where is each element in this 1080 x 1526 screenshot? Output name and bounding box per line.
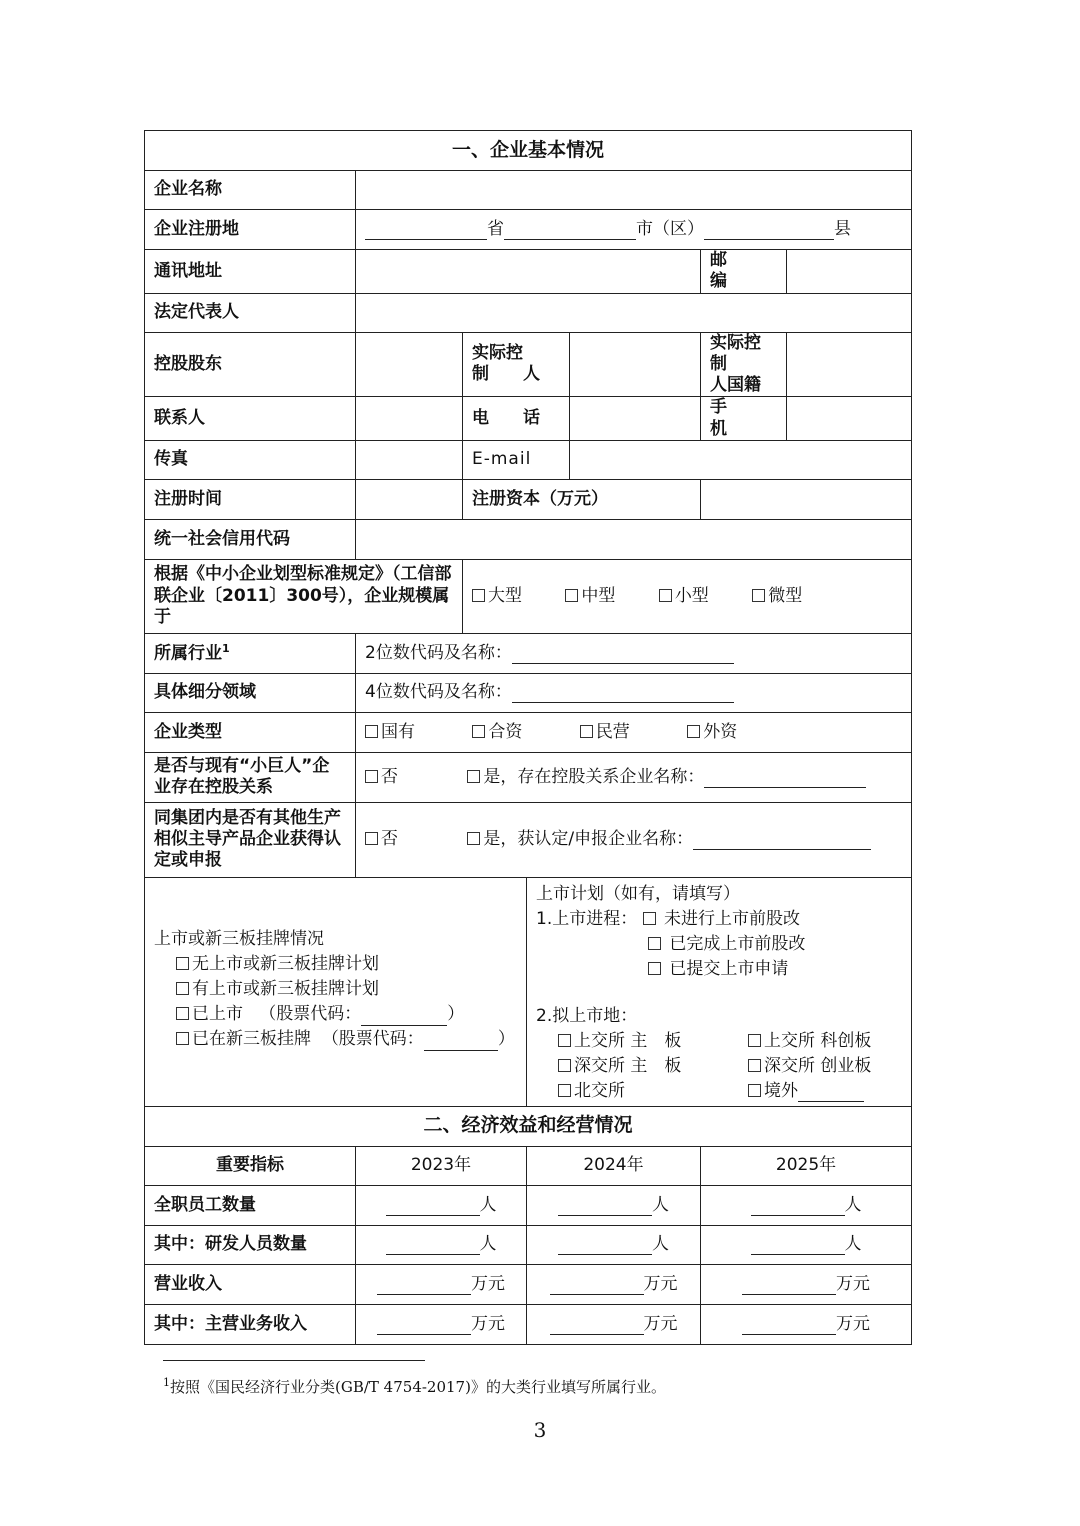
checkbox-icon xyxy=(643,912,656,925)
controller-label: 实际控 制 人 xyxy=(463,332,570,397)
application-form xyxy=(144,130,912,1345)
county-text: 县 xyxy=(834,218,851,239)
metric-cell[interactable]: 万元 xyxy=(356,1304,527,1344)
stock-code-blank[interactable] xyxy=(361,1007,447,1026)
checkbox-icon xyxy=(467,770,480,783)
email-field[interactable] xyxy=(570,440,912,479)
scale-options xyxy=(463,559,912,633)
scale-option-medium[interactable]: 中型 xyxy=(565,586,615,607)
group-options xyxy=(356,802,912,877)
mobile-label: 手 机 xyxy=(701,397,787,441)
metric-cell[interactable]: 人 xyxy=(701,1225,912,1264)
mobile-field[interactable] xyxy=(787,397,912,441)
type-option-foreign[interactable]: 外资 xyxy=(687,722,737,743)
checkbox-icon xyxy=(648,937,661,950)
checkbox-icon xyxy=(687,725,700,738)
metric-cell[interactable]: 人 xyxy=(527,1185,701,1225)
progress-option-3[interactable]: 已提交上市申请 xyxy=(536,959,902,984)
email-label: E-mail xyxy=(463,440,570,479)
checkbox-icon xyxy=(580,725,593,738)
reg-place-label: 企业注册地 xyxy=(145,210,356,250)
venue-sse-star[interactable]: 上交所 科创板 xyxy=(748,1031,871,1051)
footnote: $^1$按照《国民经济行业分类(GB/T 4754-2017)》的大类行业填写所属行业。 xyxy=(163,1376,666,1396)
giant-relation-options xyxy=(356,752,912,802)
type-option-joint[interactable]: 合资 xyxy=(472,722,522,743)
checkbox-icon xyxy=(748,1084,761,1097)
section1-title: 一、企业基本情况 xyxy=(145,131,912,171)
postcode-label: 邮 编 xyxy=(701,250,787,294)
giant-name-blank[interactable] xyxy=(704,769,866,788)
venue-sse-main[interactable]: 上交所 主 板 xyxy=(558,1031,748,1052)
section2-title: 二、经济效益和经营情况 xyxy=(145,1106,912,1146)
listing-option-planned[interactable]: 有上市或新三板挂牌计划 xyxy=(154,979,517,1004)
checkbox-icon xyxy=(365,770,378,783)
credit-code-label: 统一社会信用代码 xyxy=(145,519,356,559)
scale-label: 根据《中小企业划型标准规定》（工信部联企业〔2011〕300号），企业规模属于 xyxy=(145,559,463,633)
progress-option-2[interactable]: 已完成上市前股改 xyxy=(536,934,902,959)
credit-code-field[interactable] xyxy=(356,519,912,559)
metric-cell[interactable]: 人 xyxy=(356,1185,527,1225)
controller-nationality-field[interactable] xyxy=(787,332,912,397)
plan-title: 上市计划（如有，请填写） xyxy=(536,883,740,904)
company-name-field[interactable] xyxy=(356,171,912,210)
checkbox-icon xyxy=(365,832,378,845)
neeq-code-blank[interactable] xyxy=(424,1032,498,1051)
metric-label: 其中：主营业务收入 xyxy=(145,1304,356,1344)
scale-option-large[interactable]: 大型 xyxy=(472,586,522,607)
checkbox-icon xyxy=(365,725,378,738)
scale-option-small[interactable]: 小型 xyxy=(659,586,709,607)
controller-nationality-label: 实际控制 人国籍 xyxy=(701,332,787,397)
type-options xyxy=(356,712,912,752)
venue-szse-chinext[interactable]: 深交所 创业板 xyxy=(748,1056,871,1076)
county-blank[interactable] xyxy=(704,221,834,240)
industry-label: 所属行业$^1$ xyxy=(145,633,356,673)
metric-cell[interactable]: 万元 xyxy=(701,1264,912,1304)
subfield-field[interactable]: 4位数代码及名称： xyxy=(356,673,912,712)
metric-cell[interactable]: 人 xyxy=(356,1225,527,1264)
listing-option-none[interactable]: 无上市或新三板挂牌计划 xyxy=(154,954,517,979)
reg-place-field[interactable] xyxy=(356,210,912,250)
metric-label: 其中：研发人员数量 xyxy=(145,1225,356,1264)
contact-field[interactable] xyxy=(356,397,463,441)
subfield-label: 具体细分领域 xyxy=(145,673,356,712)
year-2023: 2023年 xyxy=(356,1146,527,1185)
overseas-blank[interactable] xyxy=(798,1083,864,1102)
checkbox-icon xyxy=(748,1034,761,1047)
type-label: 企业类型 xyxy=(145,712,356,752)
contact-label: 联系人 xyxy=(145,397,356,441)
checkbox-icon xyxy=(558,1059,571,1072)
city-blank[interactable] xyxy=(504,221,636,240)
controller-field[interactable] xyxy=(570,332,701,397)
progress-option-1[interactable]: 未进行上市前股改 xyxy=(643,909,800,929)
progress-label: 1.上市进程： xyxy=(536,908,638,929)
checkbox-icon xyxy=(176,982,189,995)
metric-cell[interactable]: 万元 xyxy=(527,1304,701,1344)
fax-field[interactable] xyxy=(356,440,463,479)
checkbox-icon xyxy=(565,589,578,602)
address-field[interactable] xyxy=(356,250,701,294)
province-blank[interactable] xyxy=(365,221,487,240)
metric-cell[interactable]: 人 xyxy=(527,1225,701,1264)
footnote-divider xyxy=(163,1360,425,1361)
phone-label: 电 话 xyxy=(463,397,570,441)
holding-label: 控股股东 xyxy=(145,332,356,397)
venue-overseas[interactable]: 境外 xyxy=(748,1081,864,1101)
metric-cell[interactable]: 万元 xyxy=(701,1304,912,1344)
industry-blank[interactable] xyxy=(512,645,734,664)
province-text: 省 xyxy=(487,218,504,239)
phone-field[interactable] xyxy=(570,397,701,441)
venue-szse-main[interactable]: 深交所 主 板 xyxy=(558,1056,748,1077)
checkbox-icon xyxy=(176,1007,189,1020)
year-2024: 2024年 xyxy=(527,1146,701,1185)
footnote-mark: 1 xyxy=(222,641,230,655)
checkbox-icon xyxy=(558,1034,571,1047)
city-text: 市（区） xyxy=(636,218,704,239)
venue-bse[interactable]: 北交所 xyxy=(558,1081,748,1102)
checkbox-icon xyxy=(467,832,480,845)
listing-option-listed[interactable]: 已上市 （股票代码： ） xyxy=(154,1004,517,1029)
group-name-blank[interactable] xyxy=(693,831,871,850)
venue-label: 2.拟上市地： xyxy=(536,1005,638,1026)
metric-cell[interactable]: 万元 xyxy=(527,1264,701,1304)
listing-plan-cell xyxy=(527,877,912,1106)
listing-option-neeq[interactable]: 已在新三板挂牌 （股票代码： ） xyxy=(154,1029,517,1054)
type-option-state[interactable]: 国有 xyxy=(365,722,415,743)
address-label: 通讯地址 xyxy=(145,250,356,294)
page-number: 3 xyxy=(533,1418,547,1442)
year-2025: 2025年 xyxy=(701,1146,912,1185)
metric-label: 全职员工数量 xyxy=(145,1185,356,1225)
group-label: 同集团内是否有其他生产相似主导产品企业获得认定或申报 xyxy=(145,802,356,877)
holding-field[interactable] xyxy=(356,332,463,397)
reg-capital-label: 注册资本（万元） xyxy=(463,479,701,519)
checkbox-icon xyxy=(558,1084,571,1097)
checkbox-icon xyxy=(472,589,485,602)
checkbox-icon xyxy=(176,1032,189,1045)
listing-title: 上市或新三板挂牌情况 xyxy=(154,929,324,950)
legal-rep-label: 法定代表人 xyxy=(145,293,356,332)
checkbox-icon xyxy=(176,957,189,970)
metric-cell[interactable]: 人 xyxy=(701,1185,912,1225)
scale-option-micro[interactable]: 微型 xyxy=(752,586,802,607)
giant-yes-option[interactable]: 是，存在控股关系企业名称： xyxy=(467,767,704,787)
postcode-field[interactable] xyxy=(787,250,912,294)
metric-cell[interactable]: 万元 xyxy=(356,1264,527,1304)
metrics-header: 重要指标 xyxy=(145,1146,356,1185)
reg-time-label: 注册时间 xyxy=(145,479,356,519)
listing-status-cell xyxy=(145,877,527,1106)
checkbox-icon xyxy=(472,725,485,738)
reg-capital-field[interactable] xyxy=(701,479,912,519)
metric-label: 营业收入 xyxy=(145,1264,356,1304)
group-yes-option[interactable]: 是，获认定/申报企业名称： xyxy=(467,829,693,849)
subfield-blank[interactable] xyxy=(512,684,734,703)
fax-label: 传真 xyxy=(145,440,356,479)
checkbox-icon xyxy=(659,589,672,602)
company-name-label: 企业名称 xyxy=(145,171,356,210)
reg-time-field[interactable] xyxy=(356,479,463,519)
checkbox-icon xyxy=(648,962,661,975)
industry-field[interactable]: 2位数代码及名称： xyxy=(356,633,912,673)
giant-no-option[interactable]: 否 xyxy=(365,767,398,788)
legal-rep-field[interactable] xyxy=(356,293,912,332)
checkbox-icon xyxy=(752,589,765,602)
giant-relation-label: 是否与现有“小巨人”企业存在控股关系 xyxy=(145,752,356,802)
type-option-private[interactable]: 民营 xyxy=(580,722,630,743)
group-no-option[interactable]: 否 xyxy=(365,829,398,850)
checkbox-icon xyxy=(748,1059,761,1072)
